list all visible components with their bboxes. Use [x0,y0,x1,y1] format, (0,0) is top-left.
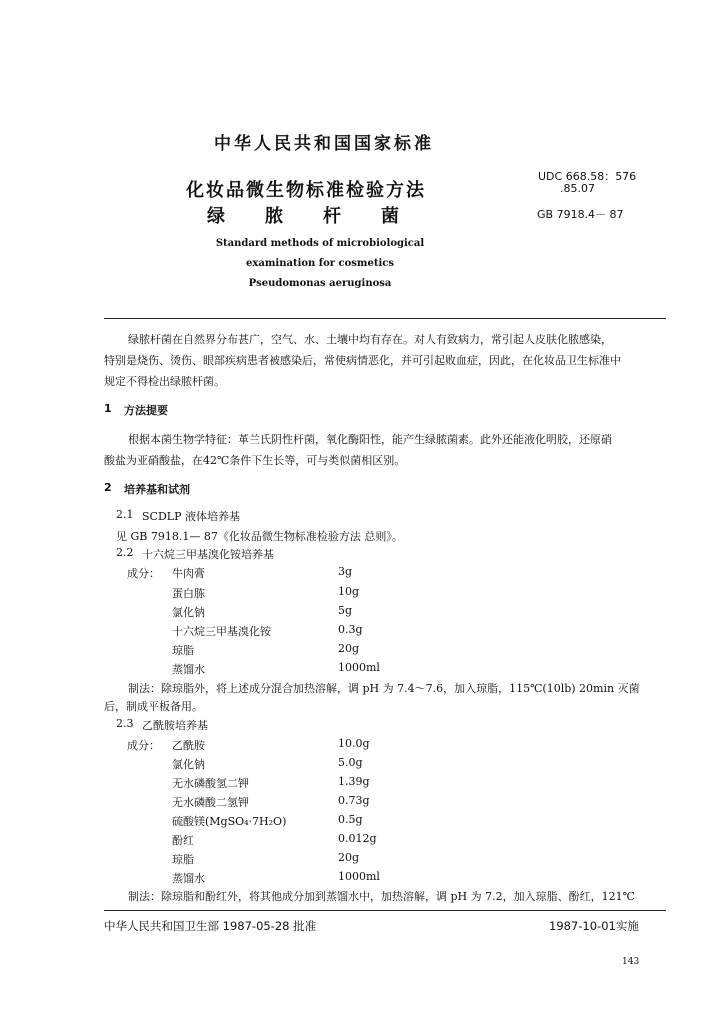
subsection-title: 十六烷三甲基溴化铵培养基 [142,548,274,561]
ingredient-amount: 1000ml [338,870,380,883]
title-char: 菌 [381,206,399,227]
subsection-title: SCDLP 液体培养基 [142,510,240,523]
english-title-line: Pseudomonas aeruginosa [248,278,392,289]
title-char: 绿 [207,206,225,227]
header-rule [104,318,666,319]
udc-number: UDC 668.58：576 [538,170,637,183]
effective-date: 1987-10-01实施 [549,919,639,933]
title-char: 杆 [323,206,341,227]
ingredient-name: 氯化钠 [172,758,205,771]
ingredient-amount: 0.73g [338,794,370,807]
intro-line: 特别是烧伤、烫伤、眼部疾病患者被感染后，常使病情恶化，并可引起败血症，因此，在化妆品卫生标准中 [104,354,621,367]
ingredient-name: 蒸馏水 [172,872,205,885]
ingredient-amount: 5g [338,604,353,617]
standard-title: 中华人民共和国国家标准 [214,134,434,154]
ingredient-amount: 5.0g [338,756,363,769]
ingredient-name: 蛋白胨 [172,587,205,600]
section1-body-line: 根据本菌生物学特征：革兰氏阴性杆菌，氧化酶阳性，能产生绿脓菌素。此外还能液化明胶，还原硝 [128,433,612,446]
ingredient-amount: 0.5g [338,813,363,826]
subsection-number: 2.1 [116,508,134,521]
chinese-title-line1: 化妆品微生物标准检验方法 [186,180,426,201]
ingredients-label: 成分： [127,567,160,580]
ingredient-name: 乙酰胺 [172,739,205,752]
subsection-title: 乙酰胺培养基 [142,719,208,732]
ingredient-name: 无水磷酸氢二钾 [172,777,249,790]
ingredient-name: 蒸馏水 [172,663,205,676]
ingredient-amount: 1000ml [338,661,380,674]
ingredient-name: 酚红 [172,834,194,847]
ingredient-amount: 20g [338,851,360,864]
section-number: 1 [104,402,112,415]
footer-rule [104,910,666,911]
gb-number: GB 7918.4－ 87 [537,208,624,221]
ingredient-amount: 1.39g [338,775,370,788]
ingredient-name: 氯化钠 [172,606,205,619]
title-char: 脓 [265,206,283,227]
ingredient-amount: 0.012g [338,832,377,845]
ingredient-amount: 3g [338,565,353,578]
page-number: 143 [622,957,640,967]
subsection-number: 2.2 [116,546,134,559]
ingredients-label: 成分： [127,739,160,752]
approval-date: 中华人民共和国卫生部 1987-05-28 批准 [104,919,317,933]
english-title-line: Standard methods of microbiological [215,238,425,249]
subsection-number: 2.3 [116,717,134,730]
udc-number-cont: .85.07 [560,182,595,195]
section-heading: 方法提要 [124,404,168,417]
ingredient-amount: 10.0g [338,737,370,750]
ingredient-name: 无水磷酸二氢钾 [172,796,249,809]
chinese-title-line2 [207,202,439,228]
ingredient-amount: 10g [338,585,360,598]
ingredient-name: 硫酸镁(MgSO₄·7H₂O) [172,815,287,828]
section-number: 2 [104,481,112,494]
method-line: 制法：除琼脂外，将上述成分混合加热溶解，调 pH 为 7.4～7.6，加入琼脂，115℃(10lb) 20min 灭菌 [128,682,640,695]
intro-line: 绿脓杆菌在自然界分布甚广，空气、水、土壤中均有存在。对人有致病力，常引起人皮肤化脓感染， [128,333,612,346]
section1-body-line: 酸盐为亚硝酸盐，在42℃条件下生长等，可与类似菌相区别。 [104,454,406,467]
intro-line: 规定不得检出绿脓杆菌。 [104,375,225,388]
ingredient-name: 琼脂 [172,644,194,657]
ingredient-name: 十六烷三甲基溴化铵 [172,625,271,638]
method-line: 制法：除琼脂和酚红外，将其他成分加到蒸馏水中，加热溶解，调 pH 为 7.2，加入琼脂、酚红，121℃ [128,890,635,903]
section-heading: 培养基和试剂 [124,483,190,496]
method-line: 后，制成平板备用。 [104,700,203,713]
ingredient-amount: 0.3g [338,623,363,636]
ingredient-amount: 20g [338,642,360,655]
ingredient-name: 琼脂 [172,853,194,866]
english-title-line: examination for cosmetics [246,258,394,269]
subsection-body: 见 GB 7918.1— 87《化妆品微生物标准检验方法 总则》。 [116,530,403,543]
ingredient-name: 牛肉膏 [172,567,205,580]
